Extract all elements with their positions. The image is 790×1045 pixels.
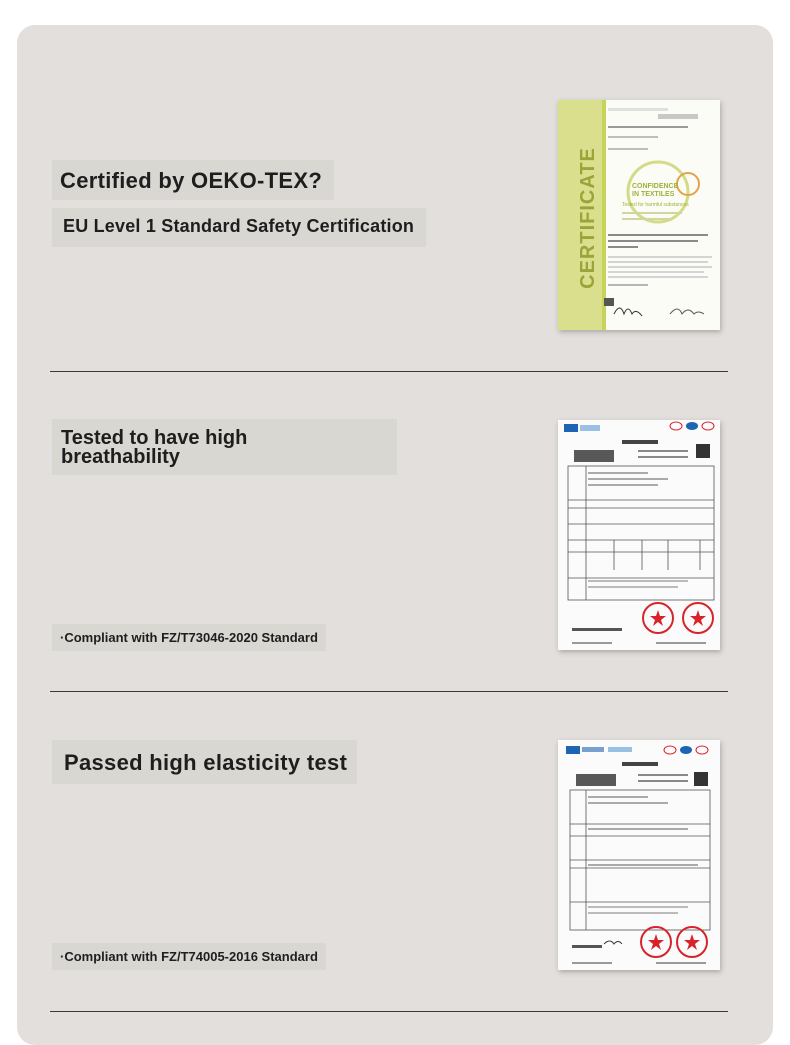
elasticity-test-report-image bbox=[558, 740, 720, 970]
badge-line-2: IN TEXTILES bbox=[632, 191, 675, 198]
badge-line-3: Tested for harmful substances bbox=[622, 202, 689, 208]
oeko-tex-certificate-image bbox=[558, 100, 720, 330]
section-1-title: Certified by OEKO-TEX? bbox=[52, 160, 334, 200]
section-2-title: Tested to have high breathability bbox=[52, 419, 397, 475]
section-2-note: ·Compliant with FZ/T73046-2020 Standard bbox=[52, 624, 326, 651]
section-divider bbox=[50, 371, 728, 372]
section-divider bbox=[50, 691, 728, 692]
section-divider bbox=[50, 1011, 728, 1012]
section-1-subtitle: EU Level 1 Standard Safety Certification bbox=[52, 208, 426, 247]
badge-line-1: CONFIDENCE bbox=[632, 183, 679, 190]
section-3-note: ·Compliant with FZ/T74005-2016 Standard bbox=[52, 943, 326, 970]
section-3-title: Passed high elasticity test bbox=[52, 740, 357, 784]
breathability-test-report-image bbox=[558, 420, 720, 650]
certificate-vertical-text: CERTIFICATE bbox=[577, 147, 599, 289]
